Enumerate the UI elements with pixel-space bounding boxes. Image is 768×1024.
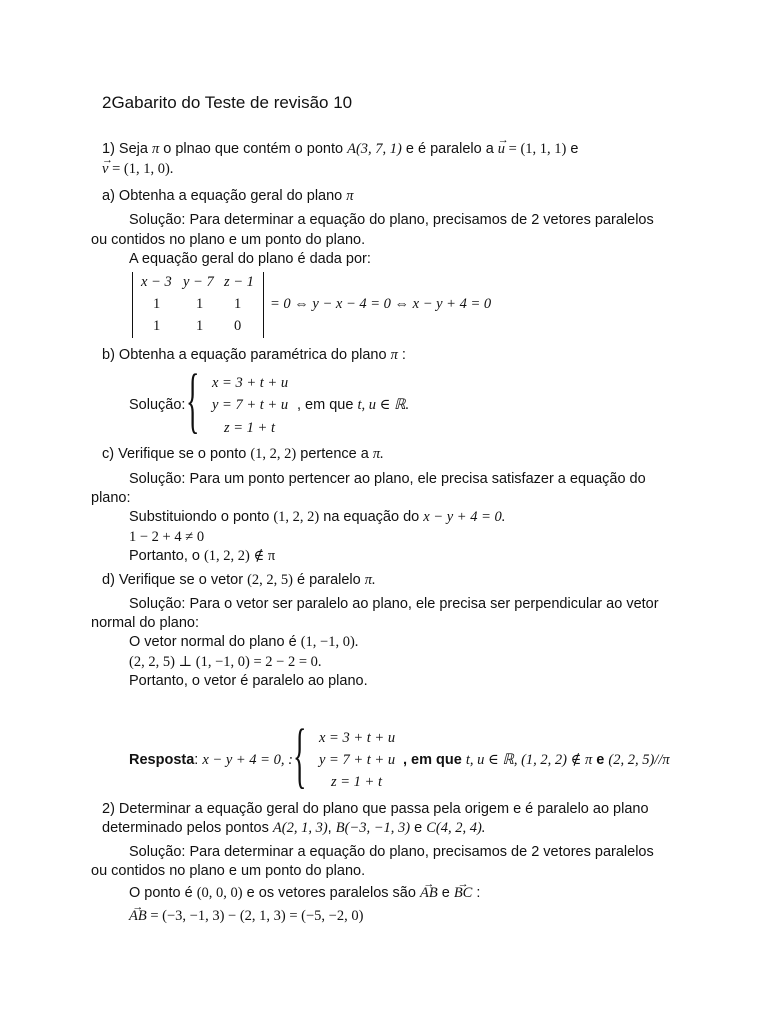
pi-symbol: π.: [364, 572, 376, 588]
resposta-parallel: (2, 2, 5)//π: [608, 752, 670, 768]
q2-text: :: [472, 885, 481, 901]
determinant-right-bar: [263, 272, 264, 338]
qb-heading-tail: :: [397, 347, 406, 363]
qd-heading: [102, 571, 376, 589]
qc-text: Portanto, o: [129, 548, 204, 564]
resposta-params: t, u ∈ ℝ, (1, 2, 2) ∉ π: [465, 752, 593, 768]
q1-text: o plnao que contém o ponto: [159, 141, 348, 157]
q2-text: O ponto é: [129, 885, 197, 901]
det-cell: 0: [234, 318, 242, 334]
q2-ab-calc: [129, 907, 363, 925]
pi-symbol: π: [346, 188, 354, 204]
pi-symbol: π: [151, 141, 160, 157]
origin-point: (0, 0, 0): [196, 885, 243, 901]
qc-calculation: 1 − 2 + 4 ≠ 0: [129, 529, 205, 545]
vector-v: → v: [102, 161, 108, 177]
det-cell: 1: [234, 296, 242, 312]
qc-substitution: [129, 508, 505, 526]
param-eq-x: x = 3 + t + u: [212, 375, 289, 391]
resposta-colon: :: [194, 752, 203, 768]
qd-heading-text: d) Verifique se o vetor: [102, 572, 248, 588]
vector-value: (2, 2, 5): [247, 572, 293, 588]
q1-line-2: [102, 160, 173, 178]
plane-equation: x − y + 4 = 0.: [423, 509, 506, 525]
det-cell: 1: [196, 296, 204, 312]
qc-text: Substituiondo o ponto: [129, 509, 274, 525]
pi-symbol: π: [390, 347, 398, 363]
q2-text: e os vetores paralelos são: [242, 885, 420, 901]
not-in-plane: (1, 2, 2) ∉ π: [203, 548, 276, 564]
resposta-equation: x − y + 4 = 0, :: [202, 752, 293, 768]
qb-suffix-text: , em que: [297, 397, 358, 413]
resposta-eq-z: z = 1 + t: [331, 774, 382, 790]
system-brace: {: [186, 361, 200, 443]
qb-suffix: [297, 396, 409, 414]
q1-text: e é paralelo a: [401, 141, 498, 157]
qd-normal: [129, 633, 358, 651]
qc-solution-line-2: plano:: [91, 490, 131, 506]
qc-heading-text: pertence a: [296, 446, 373, 462]
qa-heading: [102, 187, 354, 205]
det-cell: 1: [196, 318, 204, 334]
qd-perpendicular: (2, 2, 5) ⊥ (1, −1, 0) = 2 − 2 = 0.: [129, 654, 322, 670]
qb-solution-label: Solução:: [129, 397, 186, 413]
vector-ab: → AB: [129, 908, 147, 924]
q2-text: e: [437, 885, 454, 901]
qa-solution-line-1: Solução: Para determinar a equação do plano, precisamos de 2 vetores paralelos: [129, 212, 654, 228]
point-b: B(−3, −1, 3): [335, 820, 411, 836]
resposta-text: e: [592, 752, 609, 768]
vector-u-value: = (1, 1, 1): [505, 141, 567, 157]
point-a: A(3, 7, 1): [347, 141, 402, 157]
q1-line-1: [102, 140, 578, 158]
vector-ab: → AB: [420, 885, 438, 901]
qd-solution-line-2: normal do plano:: [91, 615, 200, 631]
normal-vector: (1, −1, 0).: [300, 634, 359, 650]
vector-v-value: = (1, 1, 0).: [108, 161, 174, 177]
qa-solution-line-3: A equação geral do plano é dada por:: [129, 251, 371, 267]
q2-solution-line-1: Solução: Para determinar a equação do plano, precisamos de 2 vetores paralelos: [129, 844, 654, 860]
q2-text: ,: [327, 820, 336, 836]
qc-conclusion: [129, 547, 275, 565]
page-title: 2Gabarito do Teste de revisão 10: [102, 93, 353, 112]
qa-solution-line-2: ou contidos no plano e um ponto do plano.: [91, 232, 366, 248]
point-c: C(4, 2, 4).: [426, 820, 486, 836]
resposta-line: [129, 751, 293, 769]
vector-ab-value: = (−3, −1, 3) − (2, 1, 3) = (−5, −2, 0): [146, 908, 364, 924]
qc-heading: [102, 445, 384, 463]
qb-heading-text: b) Obtenha a equação paramétrica do plano: [102, 347, 391, 363]
qc-solution-line-1: Solução: Para um ponto pertencer ao plano, ele precisa satisfazer a equação do: [129, 471, 646, 487]
param-eq-y: y = 7 + t + u: [212, 397, 289, 413]
q1-text: e: [566, 141, 579, 157]
point-a: A(2, 1, 3): [272, 820, 328, 836]
qc-heading-text: c) Verifique se o ponto: [102, 446, 251, 462]
point-value: (1, 2, 2): [250, 446, 297, 462]
q2-text: determinado pelos pontos: [102, 820, 273, 836]
qa-heading-text: a) Obtenha a equação geral do plano: [102, 188, 347, 204]
q2-solution-line-2: ou contidos no plano e um ponto do plano.: [91, 863, 366, 879]
det-cell: 1: [153, 296, 161, 312]
q2-origin-line: [129, 884, 480, 902]
resposta-text: , em que: [403, 752, 466, 768]
det-cell: 1: [153, 318, 161, 334]
q2-line-2: [102, 819, 485, 837]
point-value: (1, 2, 2): [273, 509, 320, 525]
system-brace: {: [293, 716, 307, 798]
resposta-suffix: [403, 751, 670, 769]
det-cell: y − 7: [183, 274, 214, 290]
q2-text: e: [410, 820, 427, 836]
det-cell: x − 3: [141, 274, 172, 290]
det-cell: z − 1: [224, 274, 254, 290]
resposta-eq-x: x = 3 + t + u: [319, 730, 396, 746]
qd-heading-text: é paralelo: [293, 572, 365, 588]
qd-conclusion: Portanto, o vetor é paralelo ao plano.: [129, 673, 368, 689]
resposta-eq-y: y = 7 + t + u: [319, 752, 396, 768]
param-domain: t, u ∈ ℝ.: [357, 397, 410, 413]
qd-text: O vetor normal do plano é: [129, 634, 301, 650]
q1-text: 1) Seja: [102, 141, 152, 157]
qb-heading: [102, 346, 406, 364]
determinant-result: = 0 ⇔ y − x − 4 = 0 ⇔ x − y + 4 = 0: [270, 296, 492, 312]
pi-symbol: π.: [372, 446, 384, 462]
qc-text: na equação do: [319, 509, 424, 525]
qd-solution-line-1: Solução: Para o vetor ser paralelo ao plano, ele precisa ser perpendicular ao vetor: [129, 596, 659, 612]
vector-u: → u: [498, 141, 505, 157]
resposta-label: Resposta: [129, 752, 195, 768]
q2-line-1: 2) Determinar a equação geral do plano que passa pela origem e é paralelo ao plano: [102, 801, 649, 817]
vector-bc: → BC: [454, 885, 473, 901]
param-eq-z: z = 1 + t: [224, 420, 275, 436]
determinant-left-bar: [132, 272, 133, 338]
